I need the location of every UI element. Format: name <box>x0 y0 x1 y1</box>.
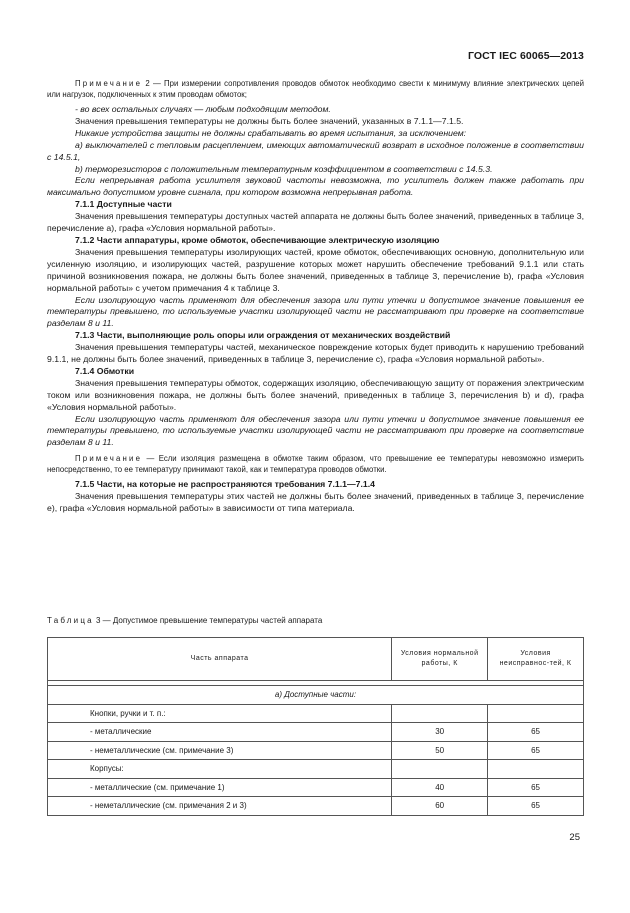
paragraph: Если непрерывная работа усилителя звуковой частоты невозможна, то усилитель должен также работать при максимально допустимом уровне сигнала, при котором возможна непрерывная работа. <box>47 175 584 198</box>
paragraph: Значения превышения температуры доступных частей аппарата не должны быть более значений, приведенных в таблице 3, перечисление а), графа «Условия нормальной работы». <box>47 211 584 234</box>
table-cell-normal: 60 <box>392 797 488 816</box>
table-caption-text: 3 — Допустимое превышение температуры частей аппарата <box>93 616 323 625</box>
paragraph: Если изолирующую часть применяют для обеспечения зазора или пути утечки и допустимое значение повышения ее температуры превышено, то используемые участки изолирующей части не рассматривают при проверке на соответствие разделам 8 и 11. <box>47 413 584 448</box>
table-row <box>48 797 584 816</box>
paragraph: Если изолирующую часть применяют для обеспечения зазора или пути утечки и допустимое значение повышения ее температуры превышено, то используемые участки изолирующей части не рассматривают при проверке на соответствие разделам 8 и 11. <box>47 294 584 329</box>
table-cell-normal: 40 <box>392 778 488 797</box>
table-caption <box>47 616 322 625</box>
paragraph: - во всех остальных случаях — любым подходящим методом. <box>75 104 331 114</box>
paragraph: Значения превышения температуры изолирующих частей, кроме обмоток, обеспечивающих основную, дополнительную или усиленную изоляцию, и изолирующих частей, разрушение которых может нарушить обеспечение требований 9.1.1 или стать причиной возникновения пожара, не должны быть более значений, приведенных в таблице 3, перечисление b), графа «Условия нормальной работы» с учетом примечания 4 к таблице 3. <box>47 246 584 293</box>
table-cell-part: - неметаллические (см. примечания 2 и 3) <box>48 797 392 816</box>
paragraph: Значения превышения температуры этих частей не должны быть более значений, приведенных в таблице 3, перечисление е), графа «Условия нормальной работы» в зависимости от типа материала. <box>47 491 584 514</box>
table-cell-normal: 50 <box>392 741 488 760</box>
paragraph: Значения превышения температуры не должны быть более значений, указанных в 7.1.1—7.1.5. <box>75 115 464 126</box>
section-heading-7-1-4: 7.1.4 Обмотки <box>75 365 135 376</box>
table-section-row <box>48 686 584 705</box>
paragraph: Никакие устройства защиты не должны срабатывать во время испытания, за исключением: <box>75 127 467 138</box>
table-header-fault: Условия неисправнос-тей, К <box>488 638 584 681</box>
note-text: — Если изоляция размещена в обмотке таким образом, что превышение ее температуры невозможно измерить непосредственно, то ее температуру принимают такой, как и температура проводов обмотки. <box>47 454 584 475</box>
note-2 <box>47 78 584 100</box>
table-cell-fault: 65 <box>488 797 584 816</box>
table-section-a: а) Доступные части: <box>48 686 584 705</box>
paragraph: b) терморезисторов с положительным температурным коэффициентом в соответствии с 14.5.3. <box>75 163 493 174</box>
table-cell-part: Корпусы: <box>48 760 392 779</box>
table-row <box>48 778 584 797</box>
note-text: 2 — При измерении сопротивления проводов обмоток необходимо свести к минимуму влияние электрических цепей или нагрузок, подключенных к этим проводам обмоток; <box>47 79 584 99</box>
table-header-part: Часть аппарата <box>48 638 392 681</box>
paragraph: Значения превышения температуры обмоток, содержащих изоляцию, обеспечивающую защиту от поражения электрическим током или возникновения пожара, не должны быть более значений, приведенных в таблице 3, перечисления b) и d), графа «Условия нормальной работы». <box>47 377 584 412</box>
page-number: 25 <box>569 832 580 843</box>
table-cell-fault: 65 <box>488 778 584 797</box>
table-cell-part: Кнопки, ручки и т. п.: <box>48 704 392 723</box>
table-header-row <box>48 638 584 681</box>
table-cell-part: - металлические <box>48 723 392 742</box>
note-label: Примечание <box>75 454 143 464</box>
table-caption-label: Таблица <box>47 616 94 625</box>
paragraph: Значения превышения температуры частей, механическое повреждение которых будет приводить к нарушению требований 9.1.1, не должны быть более значений, приведенных в таблице 3, перечисление с), графа «Условия нормальной работы». <box>47 342 584 365</box>
table-cell-fault: 65 <box>488 741 584 760</box>
table-row <box>48 760 584 779</box>
table-row <box>48 704 584 723</box>
temperature-table <box>47 637 584 816</box>
note-label: Примечание <box>75 79 143 88</box>
document-code: ГОСТ IEC 60065—2013 <box>467 50 584 62</box>
section-heading-7-1-2: 7.1.2 Части аппаратуры, кроме обмоток, обеспечивающие электрическую изоляцию <box>75 234 440 245</box>
table-cell-part: - металлические (см. примечание 1) <box>48 778 392 797</box>
table-cell-part: - неметаллические (см. примечание 3) <box>48 741 392 760</box>
table-cell-fault <box>488 704 584 723</box>
table-cell-normal <box>392 704 488 723</box>
table-cell-fault <box>488 760 584 779</box>
table-header-normal: Условия нормальной работы, К <box>392 638 488 681</box>
table-row <box>48 723 584 742</box>
table-row <box>48 741 584 760</box>
note-winding <box>47 453 584 475</box>
table-cell-fault: 65 <box>488 723 584 742</box>
section-heading-7-1-3: 7.1.3 Части, выполняющие роль опоры или ограждения от механических воздействий <box>75 330 451 341</box>
section-heading-7-1-1: 7.1.1 Доступные части <box>75 199 172 210</box>
section-heading-7-1-5: 7.1.5 Части, на которые не распространяются требования 7.1.1—7.1.4 <box>75 479 375 490</box>
table-cell-normal <box>392 760 488 779</box>
table-cell-normal: 30 <box>392 723 488 742</box>
main-text <box>47 78 584 515</box>
paragraph: a) выключателей с тепловым расцеплением, имеющих автоматический возврат в исходное положение в соответствии с 14.5.1, <box>47 139 584 162</box>
